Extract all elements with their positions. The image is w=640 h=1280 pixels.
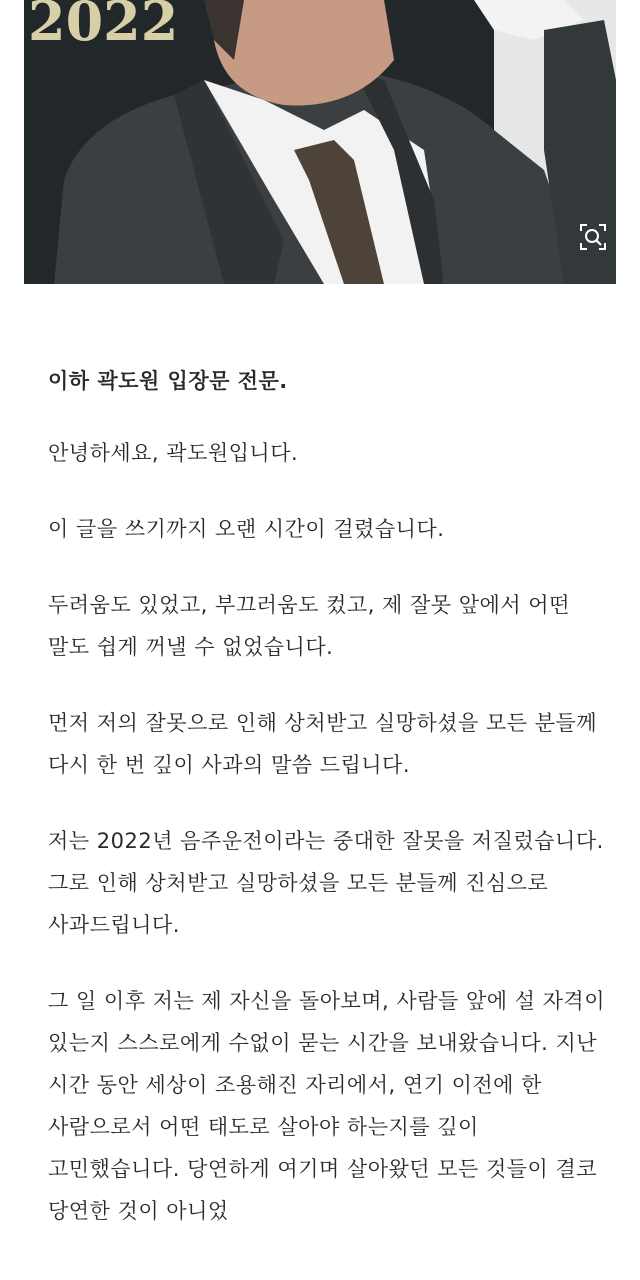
article-heading: 이하 곽도원 입장문 전문. bbox=[48, 369, 288, 393]
paragraph: 먼저 저의 잘못으로 인해 상처받고 실망하셨을 모든 분들께 다시 한 번 깊이 사과의 말씀 드립니다. bbox=[48, 711, 598, 777]
paragraph: 안녕하세요, 곽도원입니다. bbox=[48, 441, 299, 465]
backdrop-text: 2022 bbox=[28, 0, 179, 53]
zoom-button[interactable] bbox=[578, 222, 616, 266]
zoom-search-icon bbox=[578, 222, 608, 252]
article-photo bbox=[24, 0, 616, 284]
photo-caption bbox=[0, 306, 640, 320]
paragraph: 저는 2022년 음주운전이라는 중대한 잘못을 저질렀습니다. 그로 인해 상처받고 실망하셨을 모든 분들께 진심으로 사과드립니다. bbox=[48, 829, 604, 937]
photo-illustration bbox=[24, 0, 616, 284]
paragraph: 두려움도 있었고, 부끄러움도 컸고, 제 잘못 앞에서 어떤 말도 쉽게 꺼낼 수 없었습니다. bbox=[48, 593, 570, 659]
paragraph: 그 일 이후 저는 제 자신을 돌아보며, 사람들 앞에 설 자격이 있는지 스스로에게 수없이 묻는 시간을 보내왔습니다. 지난 시간 동안 세상이 조용해진 자리에서, 연기 이전에 한 사람으로서 어떤 태도로 살아야 하는지를 깊이 고민했습니다. 당연하게 여기며 살아왔던 모든 것들이 결코 당연한 것이 아니었 bbox=[48, 989, 606, 1223]
article-body bbox=[48, 360, 608, 1232]
paragraph: 이 글을 쓰기까지 오랜 시간이 걸렸습니다. bbox=[48, 517, 445, 541]
